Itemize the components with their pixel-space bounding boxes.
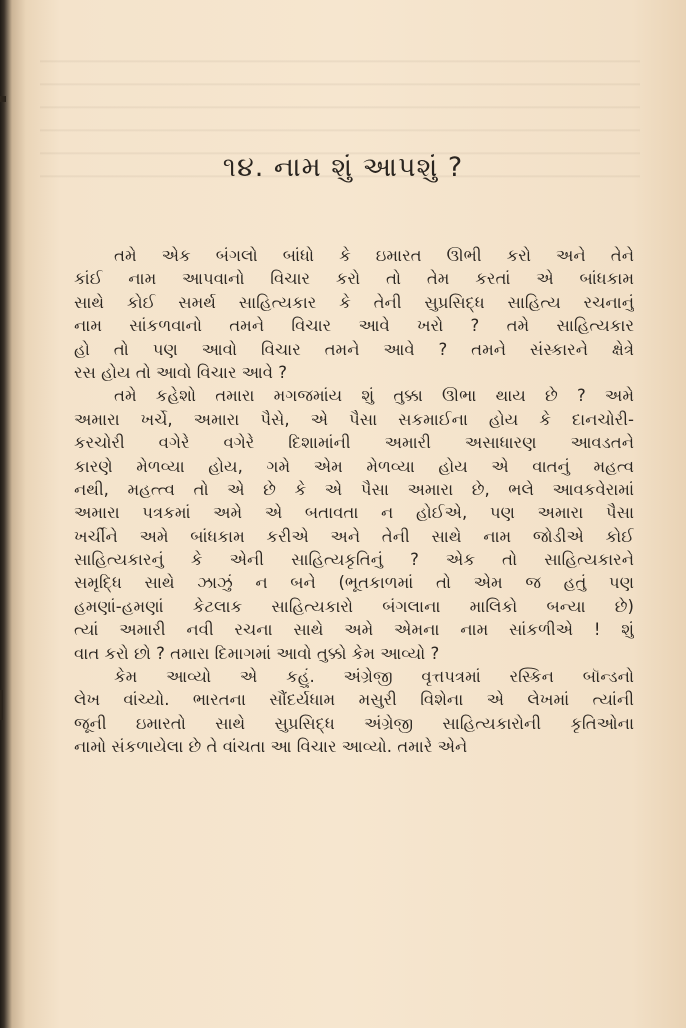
text-line: અમારા ખર્ચે, અમારા પૈસે, એ પૈસા સકમાઈના હોય કે દાનચોરી- xyxy=(74,409,634,429)
paragraph xyxy=(74,384,634,665)
text-line: તમે એક બંગલો બાંધો કે ઇમારત ઊભી કરો અને તેને xyxy=(114,246,634,265)
text-line: તમે કહેશો તમારા મગજમાંય શું તુક્કા ઊભા થાય છે ? અમે xyxy=(114,386,634,406)
text-line: સમૃદ્ધિ સાથે ઝાઝું ન બને (ભૂતકાળમાં તો એમ જ હતું પણ xyxy=(74,573,634,593)
text-line: વાત કરો છો ? તમારા દિમાગમાં આવો તુક્કો કેમ આવ્યો ? xyxy=(74,643,440,663)
text-line: રસ હોય તો આવો વિચાર આવે ? xyxy=(74,362,287,382)
text-line: અમારા પત્રકમાં અમે એ બતાવતા ન હોઈએ, પણ અમારા પૈસા xyxy=(74,503,634,523)
text-line: સાથે કોઈ સમર્થ સાહિત્યકાર કે તેની સુપ્રસિદ્ધ સાહિત્ય રચનાનું xyxy=(74,292,634,312)
text-line: કેમ આવ્યો એ કહું. અંગ્રેજી વૃત્તપત્રમાં રસ્કિન બૉન્ડનો xyxy=(114,667,634,687)
paragraph xyxy=(74,244,634,384)
text-line: ખર્ચીને અમે બાંધકામ કરીએ અને તેની સાથે નામ જોડીએ કોઈ xyxy=(74,526,634,546)
text-line: સાહિત્યકારનું કે એની સાહિત્યકૃતિનું ? એક તો સાહિત્યકારને xyxy=(74,550,634,570)
text-line: કારણે મેળવ્યા હોય, ગમે એમ મેળવ્યા હોય એ વાતનું મહત્વ xyxy=(74,456,634,476)
text-line: નામો સંકળાયેલા છે તે વાંચતા આ વિચાર આવ્યો. તમારે એને xyxy=(74,737,468,757)
chapter-title: ૧૪. નામ શું આપશું ? xyxy=(222,152,464,183)
text-line: હો તો પણ આવો વિચાર તમને આવે ? તમને સંસ્કારને ક્ષેત્રે xyxy=(74,339,634,359)
text-line: નથી, મહત્ત્વ તો એ છે કે એ પૈસા અમારા છે, ભલે આવકવેરામાં xyxy=(74,479,634,499)
text-line: લેખ વાંચ્યો. ભારતના સૌંદર્યધામ મસુરી વિશેના એ લેખમાં ત્યાંની xyxy=(74,690,634,710)
text-line: કાંઈ નામ આપવાનો વિચાર કરો તો તેમ કરતાં એ બાંધકામ xyxy=(74,269,634,289)
text-line: નામ સાંકળવાનો તમને વિચાર આવે ખરો ? તમે સાહિત્યકાર xyxy=(74,316,634,336)
text-line: ત્યાં અમારી નવી રચના સાથે અમે એમના નામ સાંકળીએ ! શું xyxy=(74,620,634,640)
paragraph xyxy=(74,665,634,759)
spine-mark xyxy=(0,690,3,720)
text-line: હમણાં-હમણાં કેટલાક સાહિત્યકારો બંગલાના માલિકો બન્યા છે) xyxy=(74,596,634,616)
spine-mark xyxy=(0,96,6,102)
text-line: જૂની ઇમારતો સાથે સુપ્રસિદ્ધ અંગ્રેજી સાહિત્યકારોની કૃતિઓના xyxy=(74,713,634,733)
body-text xyxy=(74,244,634,759)
text-line: કરચોરી વગેરે વગેરે દિશામાંની અમારી અસાધારણ આવડતને xyxy=(74,433,634,453)
